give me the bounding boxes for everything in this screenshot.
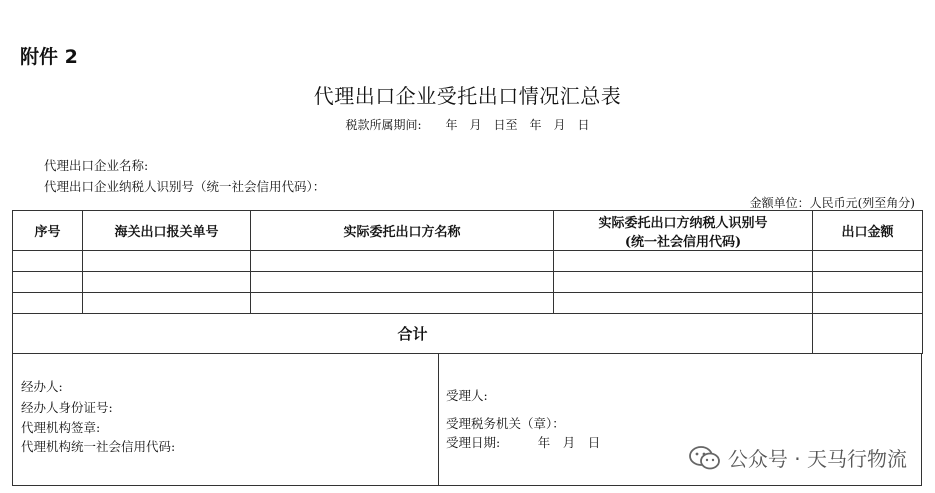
table-cell[interactable] bbox=[13, 293, 83, 314]
handler-id-label: 经办人身份证号: bbox=[21, 400, 113, 415]
signature-divider bbox=[438, 353, 439, 485]
total-amount-cell[interactable] bbox=[813, 314, 923, 354]
company-name-label: 代理出口企业名称: bbox=[44, 158, 149, 173]
table-cell[interactable] bbox=[13, 272, 83, 293]
watermark-text: 公众号 · 天马行物流 bbox=[727, 447, 907, 471]
table-row bbox=[13, 251, 923, 272]
table-cell[interactable] bbox=[251, 293, 554, 314]
receipt-date-label: 受理日期: 年 月 日 bbox=[446, 435, 601, 450]
table-row bbox=[13, 272, 923, 293]
tax-authority-seal-label: 受理税务机关（章）： bbox=[446, 416, 565, 431]
wechat-icon bbox=[688, 445, 722, 471]
table-cell[interactable] bbox=[83, 272, 251, 293]
table-row bbox=[13, 293, 923, 314]
receiver-label: 受理人: bbox=[446, 388, 488, 403]
watermark bbox=[688, 443, 907, 472]
table-cell[interactable] bbox=[554, 251, 813, 272]
header-export-amount: 出口金额 bbox=[813, 211, 923, 251]
table-cell[interactable] bbox=[13, 251, 83, 272]
summary-table bbox=[12, 210, 923, 354]
header-consignor-taxid-line2: (统一社会信用代码) bbox=[624, 234, 742, 250]
total-row bbox=[13, 314, 923, 354]
amount-unit: 金额单位：人民币元(列至角分) bbox=[749, 196, 915, 210]
agency-seal-label: 代理机构签章: bbox=[21, 420, 101, 435]
header-consignor-taxid-line1: 实际委托出口方纳税人识别号 bbox=[598, 215, 768, 231]
header-consignor-name: 实际委托出口方名称 bbox=[251, 211, 554, 251]
table-cell[interactable] bbox=[554, 293, 813, 314]
agency-credit-code-label: 代理机构统一社会信用代码: bbox=[21, 439, 176, 454]
taxpayer-id-label: 代理出口企业纳税人识别号（统一社会信用代码）： bbox=[44, 179, 326, 194]
table-cell[interactable] bbox=[813, 293, 923, 314]
table-cell[interactable] bbox=[813, 251, 923, 272]
table-cell[interactable] bbox=[83, 293, 251, 314]
total-label: 合计 bbox=[13, 314, 813, 354]
form-title: 代理出口企业受托出口情况汇总表 bbox=[313, 84, 622, 108]
attachment-label: 附件 2 bbox=[20, 46, 78, 68]
table-cell[interactable] bbox=[813, 272, 923, 293]
header-serial: 序号 bbox=[13, 211, 83, 251]
header-declaration-no: 海关出口报关单号 bbox=[83, 211, 251, 251]
table-cell[interactable] bbox=[251, 272, 554, 293]
table-cell[interactable] bbox=[251, 251, 554, 272]
header-consignor-taxid bbox=[554, 211, 813, 251]
table-cell[interactable] bbox=[554, 272, 813, 293]
table-cell[interactable] bbox=[83, 251, 251, 272]
table-header-row bbox=[13, 211, 923, 251]
tax-period: 税款所属期间: 年 月 日至 年 月 日 bbox=[345, 118, 590, 132]
handler-label: 经办人: bbox=[21, 379, 63, 394]
